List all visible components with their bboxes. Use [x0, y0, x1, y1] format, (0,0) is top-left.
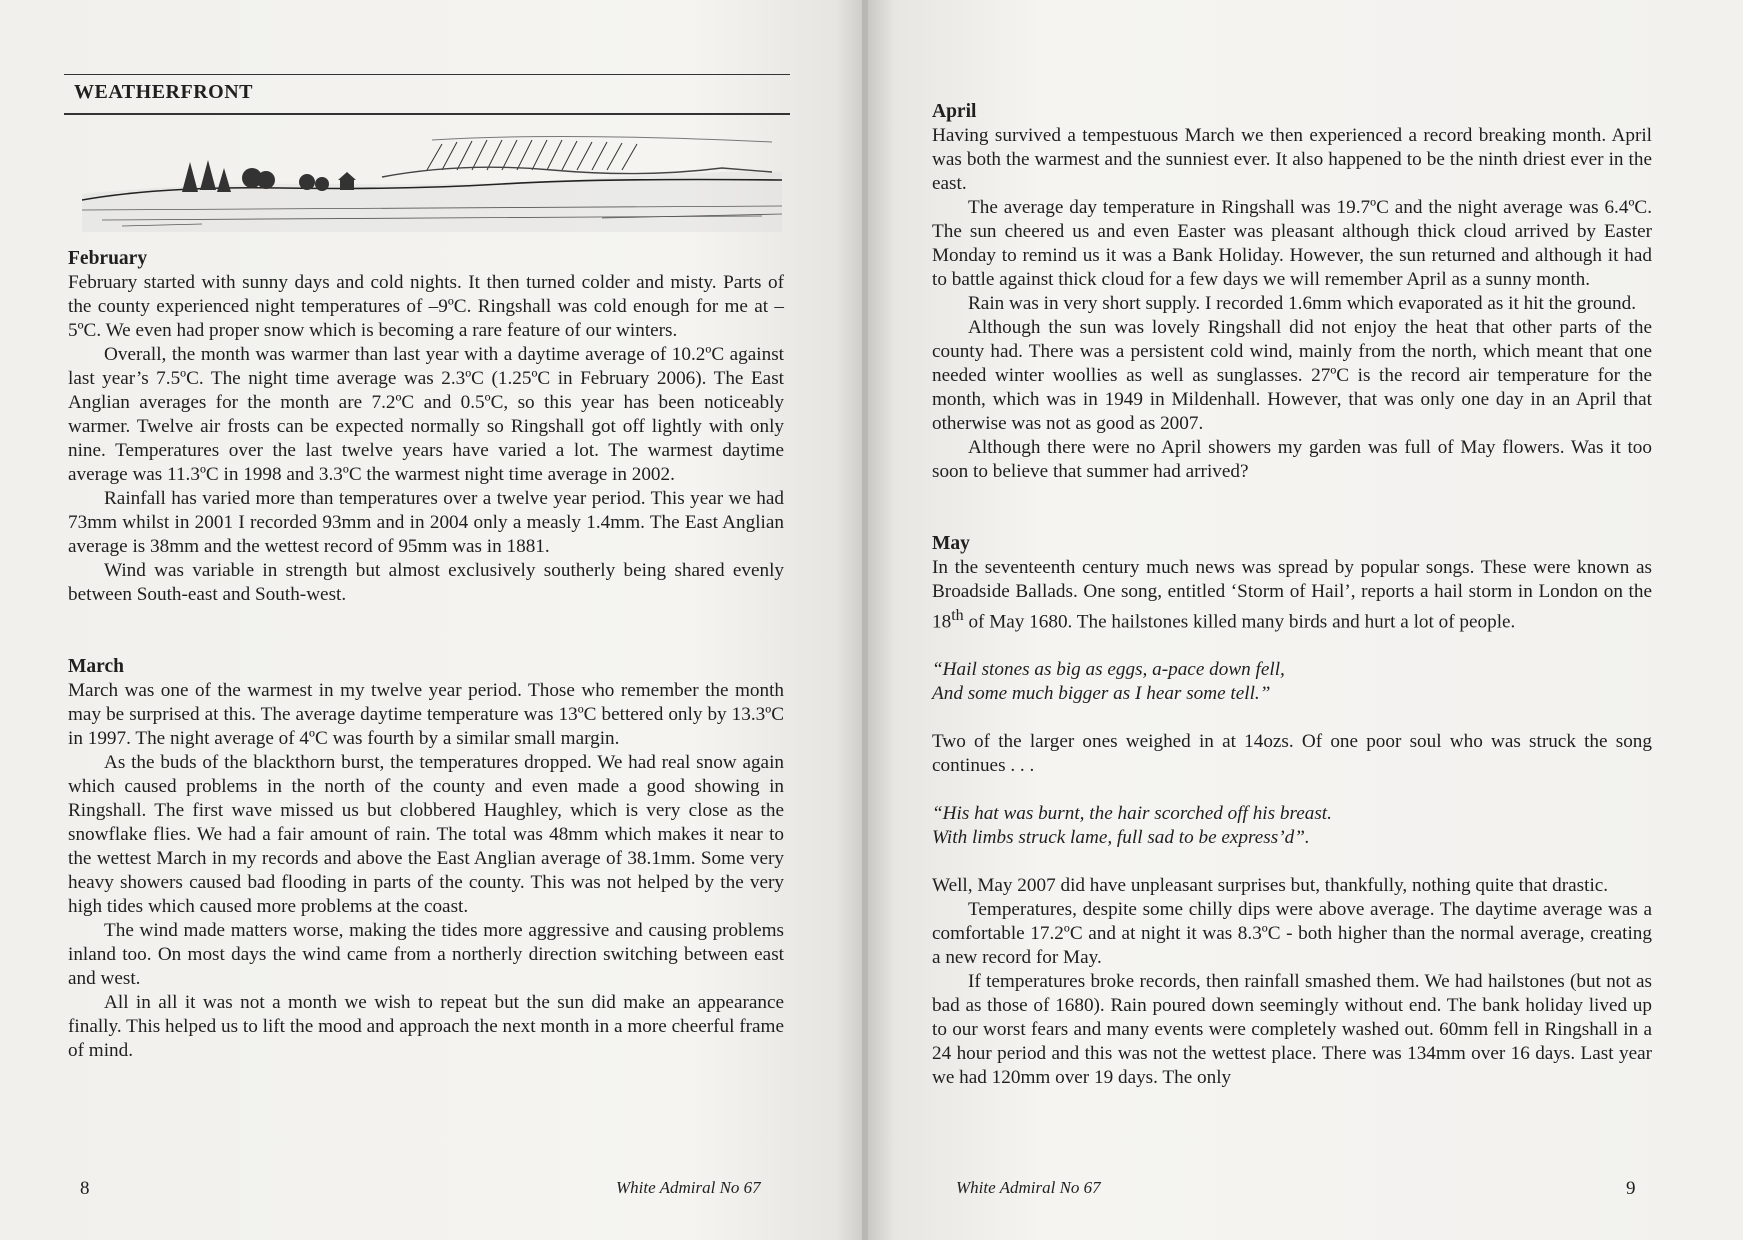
section-header [64, 74, 790, 115]
paragraph: The average day temperature in Ringshall was 19.7ºC and the night average was 6.4ºC. The sun cheered us and even Easter was pleasant although thick cloud arrived by Easter Monday to remind us it was a Bank Holiday. However, the sun returned and although it had to battle against thick cloud for a few days we will remember April as a sunny month. [932, 197, 1652, 290]
paragraph: If temperatures broke records, then rainfall smashed them. We had hailstones (but not as bad as those of 1680). Rain poured down seemingly without end. The bank holiday lived up to our worst fears and many events were completely washed out. 60mm fell in Ringshall in a 24 hour period and this was not the wettest place. There was 134mm over 16 days. Last year we had 120mm over 19 days. The only [932, 971, 1652, 1089]
paragraph: Having survived a tempestuous March we then experienced a record breaking month. April was both the warmest and the sunniest ever. It also happened to be the ninth driest ever in the east. [932, 125, 1652, 194]
paragraph: Although the sun was lovely Ringshall did not enjoy the heat that other parts of the county had. There was a persistent cold wind, mainly from the north, which meant that one needed winter woollies as well as sunglasses. 27ºC is the record air temperature for the month, which was in 1949 in Mildenhall. However, that was only one day in an April that otherwise was not as good as 2007. [932, 317, 1652, 434]
paragraph: March was one of the warmest in my twelve year period. Those who remember the month may be surprised at this. The average daytime temperature was 13ºC bettered only by 13.3ºC in 1997. The night average of 4ºC was fourth by a similar small margin. [68, 680, 784, 749]
paragraph: Rainfall has varied more than temperatures over a twelve year period. This year we had 73mm whilst in 2001 I recorded 93mm and in 2004 only a measly 1.4mm. The East Anglian average is 38mm and the wettest record of 95mm was in 1881. [68, 488, 784, 557]
paragraph: Two of the larger ones weighed in at 14ozs. Of one poor soul who was struck the song continues . . . [932, 731, 1652, 777]
paragraph-text: In the seventeenth century much news was spread by popular songs. These were known as Broadside Ballads. One song, entitled ‘Storm of Hail’, reports a hail storm in London on the 18 [932, 557, 1652, 633]
may-heading: May [932, 533, 970, 554]
paragraph: Overall, the month was warmer than last year with a daytime average of 10.2ºC against last year’s 7.5ºC. The night time average was 2.3ºC (1.25ºC in February 2006). The East Anglian averages for the month are 7.2ºC and 0.5ºC, so this year has been noticeably warmer. Twelve air frosts can be expected normally so Ringshall got off lightly with only nine. Temperatures over the last twelve years have varied a lot. The warmest daytime average was 11.3ºC in 1998 and 3.3ºC the warmest night time average in 2002. [68, 344, 784, 485]
march-heading: March [68, 656, 124, 677]
paragraph: Wind was variable in strength but almost exclusively southerly being shared evenly between South-east and South-west. [68, 560, 784, 605]
ordinal-suffix: th [951, 607, 964, 624]
paragraph: Rain was in very short supply. I recorded 1.6mm which evaporated as it hit the ground. [968, 293, 1637, 314]
page-footer: White Admiral No 67 [956, 1178, 1101, 1197]
paragraph: Although there were no April showers my garden was full of May flowers. Was it too soon to believe that summer had arrived? [932, 437, 1652, 482]
page-number: 9 [1626, 1178, 1636, 1199]
page-number: 8 [80, 1178, 90, 1199]
paragraph: February started with sunny days and cold nights. It then turned colder and misty. Parts of the county experienced night temperatures of –9ºC. Ringshall was cold enough for me at –5ºC. We even had proper snow which is becoming a rare feature of our winters. [68, 272, 784, 341]
paragraph: All in all it was not a month we wish to repeat but the sun did make an appearance finally. This helped us to lift the mood and approach the next month in a more cheerful frame of mind. [68, 992, 784, 1061]
section-title: WEATHERFRONT [74, 81, 253, 103]
landscape-sketch-image [82, 122, 782, 232]
left-column [68, 247, 784, 1063]
quote-line: “Hail stones as big as eggs, a-pace down fell, [932, 659, 1285, 681]
april-heading: April [932, 101, 977, 122]
paragraph: The wind made matters worse, making the tides more aggressive and causing problems inland too. On most days the wind came from a northerly direction switching between east and west. [68, 920, 784, 989]
paragraph: Well, May 2007 did have unpleasant surprises but, thankfully, nothing quite that drastic. [932, 875, 1609, 897]
quote-line: And some much bigger as I hear some tell.” [932, 683, 1271, 705]
paragraph-text: of May 1680. The hailstones killed many birds and hurt a lot of people. [963, 611, 1516, 633]
paragraph [932, 556, 1652, 634]
right-column [932, 100, 1652, 1090]
quote-line: With limbs struck lame, full sad to be express’d”. [932, 827, 1310, 849]
left-page [0, 0, 862, 1240]
paragraph: Temperatures, despite some chilly dips were above average. The daytime average was a comfortable 17.2ºC and at night it was 8.3ºC - both higher than the normal average, creating a new record for May. [932, 899, 1652, 969]
february-heading: February [68, 248, 148, 269]
paragraph: As the buds of the blackthorn burst, the temperatures dropped. We had real snow again which caused problems in the north of the county and even made a good showing in Ringshall. The first wave missed us but clobbered Haughley, which is very close as the snowflake flies. We had a fair amount of rain. The total was 48mm which makes it near to the wettest March in my records and above the East Anglian average of 38.1mm. Some very heavy showers caused bad flooding in parts of the county. This was not helped by the very high tides which caused more problems at the coast. [68, 752, 784, 917]
page-footer: White Admiral No 67 [616, 1178, 761, 1197]
quote-line: “His hat was burnt, the hair scorched off his breast. [932, 803, 1332, 825]
